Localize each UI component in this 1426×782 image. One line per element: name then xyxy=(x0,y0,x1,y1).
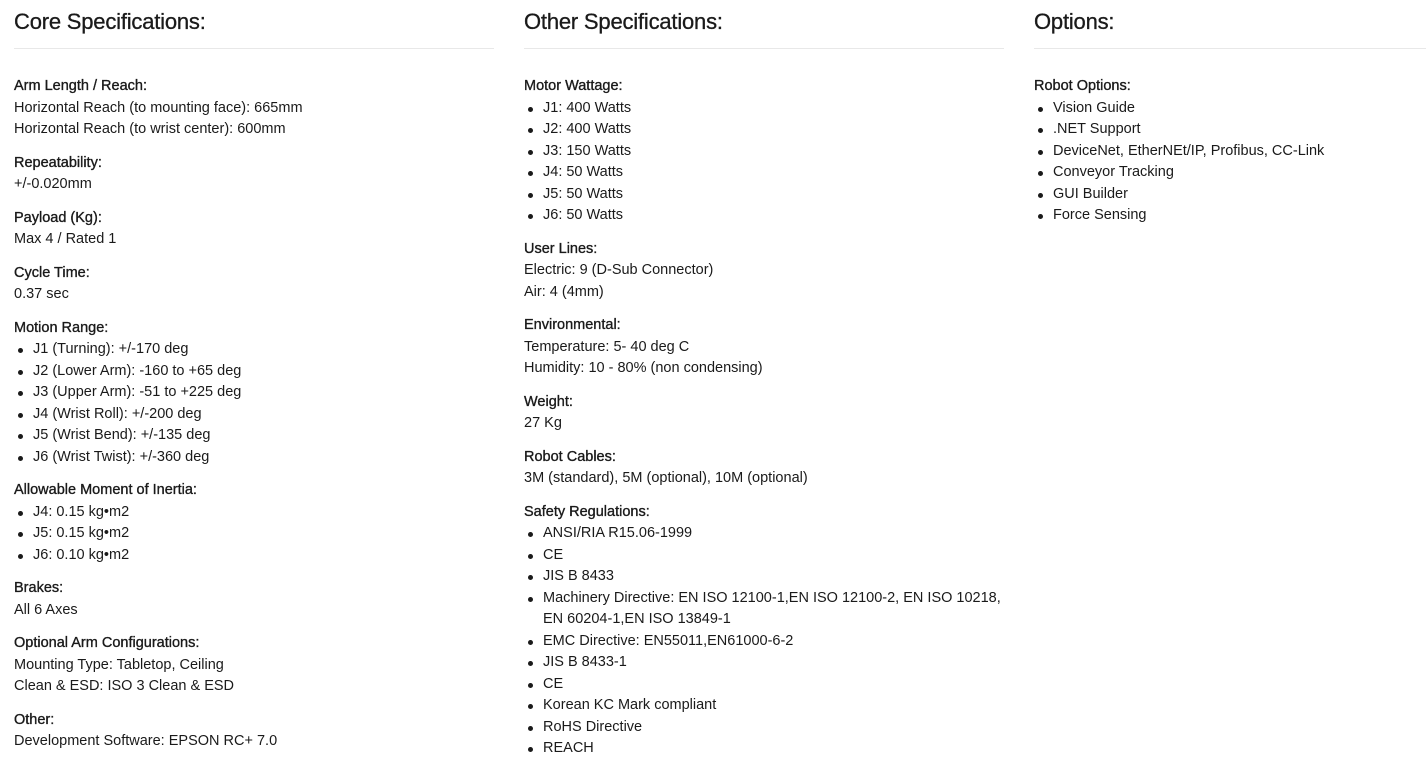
spec-section xyxy=(524,76,1004,227)
list-item: J5: 0.15 kg•m2 xyxy=(33,523,494,545)
list-item: J5: 50 Watts xyxy=(543,184,1004,206)
column-title: Options: xyxy=(1034,0,1426,49)
spec-section xyxy=(14,76,494,141)
spec-section xyxy=(524,392,1004,435)
list-item: J1 (Turning): +/-170 deg xyxy=(33,339,494,361)
list-item: CE xyxy=(543,674,1004,696)
spec-section xyxy=(524,447,1004,490)
list-item: JIS B 8433-1 xyxy=(543,652,1004,674)
list-item: J2: 400 Watts xyxy=(543,119,1004,141)
spec-section xyxy=(14,633,494,698)
spec-heading: Motion Range: xyxy=(14,319,109,336)
spec-value: All 6 Axes xyxy=(14,601,78,618)
options-column xyxy=(1034,0,1426,239)
spec-section xyxy=(14,153,494,196)
spec-section xyxy=(14,208,494,251)
spec-value: 27 Kg xyxy=(524,415,562,431)
core-specifications-column xyxy=(14,0,494,765)
spec-heading: Environmental: xyxy=(524,317,621,333)
list-item: REACH xyxy=(543,738,1004,760)
spec-heading: Payload (Kg): xyxy=(14,209,102,226)
spec-value: Temperature: 5- 40 deg C xyxy=(524,338,690,355)
list-item: Korean KC Mark compliant xyxy=(543,695,1004,717)
spec-list xyxy=(524,523,1004,760)
spec-section xyxy=(14,480,494,566)
list-item: J4 (Wrist Roll): +/-200 deg xyxy=(33,404,494,426)
spec-heading: Allowable Moment of Inertia: xyxy=(14,482,197,498)
list-item: J1: 400 Watts xyxy=(543,98,1004,120)
list-item: .NET Support xyxy=(1053,119,1426,141)
spec-heading: Other: xyxy=(14,711,55,728)
list-item: EMC Directive: EN55011,EN61000-6-2 xyxy=(543,631,1004,653)
list-item: J3: 150 Watts xyxy=(543,141,1004,163)
spec-value: Humidity: 10 - 80% (non condensing) xyxy=(524,360,763,376)
list-item: J6: 0.10 kg•m2 xyxy=(33,545,494,567)
list-item: J3 (Upper Arm): -51 to +225 deg xyxy=(33,382,494,404)
spec-section xyxy=(524,239,1004,304)
spec-heading: Weight: xyxy=(524,393,573,410)
spec-value: Horizontal Reach (to mounting face): 665mm xyxy=(14,99,303,116)
spec-section xyxy=(524,502,1004,760)
column-title: Core Specifications: xyxy=(14,0,494,49)
spec-heading: Safety Regulations: xyxy=(524,503,650,520)
spec-section xyxy=(14,263,494,306)
section-container xyxy=(1034,49,1426,227)
list-item: Vision Guide xyxy=(1053,98,1426,120)
spec-heading: User Lines: xyxy=(524,240,598,257)
list-item: DeviceNet, EtherNEt/IP, Profibus, CC-Link xyxy=(1053,141,1426,163)
list-item: J4: 0.15 kg•m2 xyxy=(33,502,494,524)
spec-section xyxy=(524,315,1004,380)
spec-value: Electric: 9 (D-Sub Connector) xyxy=(524,262,714,278)
spec-value: 0.37 sec xyxy=(14,286,69,302)
spec-value: +/-0.020mm xyxy=(14,176,92,192)
spec-value: Clean & ESD: ISO 3 Clean & ESD xyxy=(14,678,235,694)
other-specifications-column xyxy=(524,0,1004,772)
spec-section xyxy=(14,710,494,753)
list-item: Conveyor Tracking xyxy=(1053,162,1426,184)
section-container xyxy=(14,49,494,753)
spec-value: Development Software: EPSON RC+ 7.0 xyxy=(14,733,278,749)
spec-section xyxy=(1034,76,1426,227)
spec-heading: Repeatability: xyxy=(14,154,102,171)
spec-list xyxy=(524,98,1004,227)
spec-value: Max 4 / Rated 1 xyxy=(14,231,117,247)
list-item: Force Sensing xyxy=(1053,205,1426,227)
spec-heading: Robot Options: xyxy=(1034,78,1131,94)
spec-value: 3M (standard), 5M (optional), 10M (optional) xyxy=(524,470,808,486)
section-container xyxy=(524,49,1004,760)
list-item: J5 (Wrist Bend): +/-135 deg xyxy=(33,425,494,447)
column-title: Other Specifications: xyxy=(524,0,1004,49)
spec-heading: Robot Cables: xyxy=(524,448,616,465)
spec-list xyxy=(1034,98,1426,227)
list-item: GUI Builder xyxy=(1053,184,1426,206)
spec-section xyxy=(14,578,494,621)
spec-value: Mounting Type: Tabletop, Ceiling xyxy=(14,656,224,673)
list-item: CE xyxy=(543,545,1004,567)
list-item: Machinery Directive: EN ISO 12100-1,EN ISO 12100-2, EN ISO 10218, EN 60204-1,EN ISO 13849-1 xyxy=(543,588,1004,631)
spec-list xyxy=(14,339,494,468)
list-item: RoHS Directive xyxy=(543,717,1004,739)
spec-heading: Motor Wattage: xyxy=(524,78,623,94)
list-item: J6: 50 Watts xyxy=(543,205,1004,227)
spec-list xyxy=(14,502,494,567)
list-item: J6 (Wrist Twist): +/-360 deg xyxy=(33,447,494,469)
spec-heading: Cycle Time: xyxy=(14,264,90,281)
list-item: J4: 50 Watts xyxy=(543,162,1004,184)
spec-heading: Brakes: xyxy=(14,580,64,596)
spec-heading: Optional Arm Configurations: xyxy=(14,635,200,651)
list-item: J2 (Lower Arm): -160 to +65 deg xyxy=(33,361,494,383)
spec-value: Air: 4 (4mm) xyxy=(524,283,604,300)
list-item: ANSI/RIA R15.06-1999 xyxy=(543,523,1004,545)
spec-section xyxy=(14,318,494,469)
spec-value: Horizontal Reach (to wrist center): 600mm xyxy=(14,121,286,137)
list-item: JIS B 8433 xyxy=(543,566,1004,588)
spec-heading: Arm Length / Reach: xyxy=(14,78,147,94)
